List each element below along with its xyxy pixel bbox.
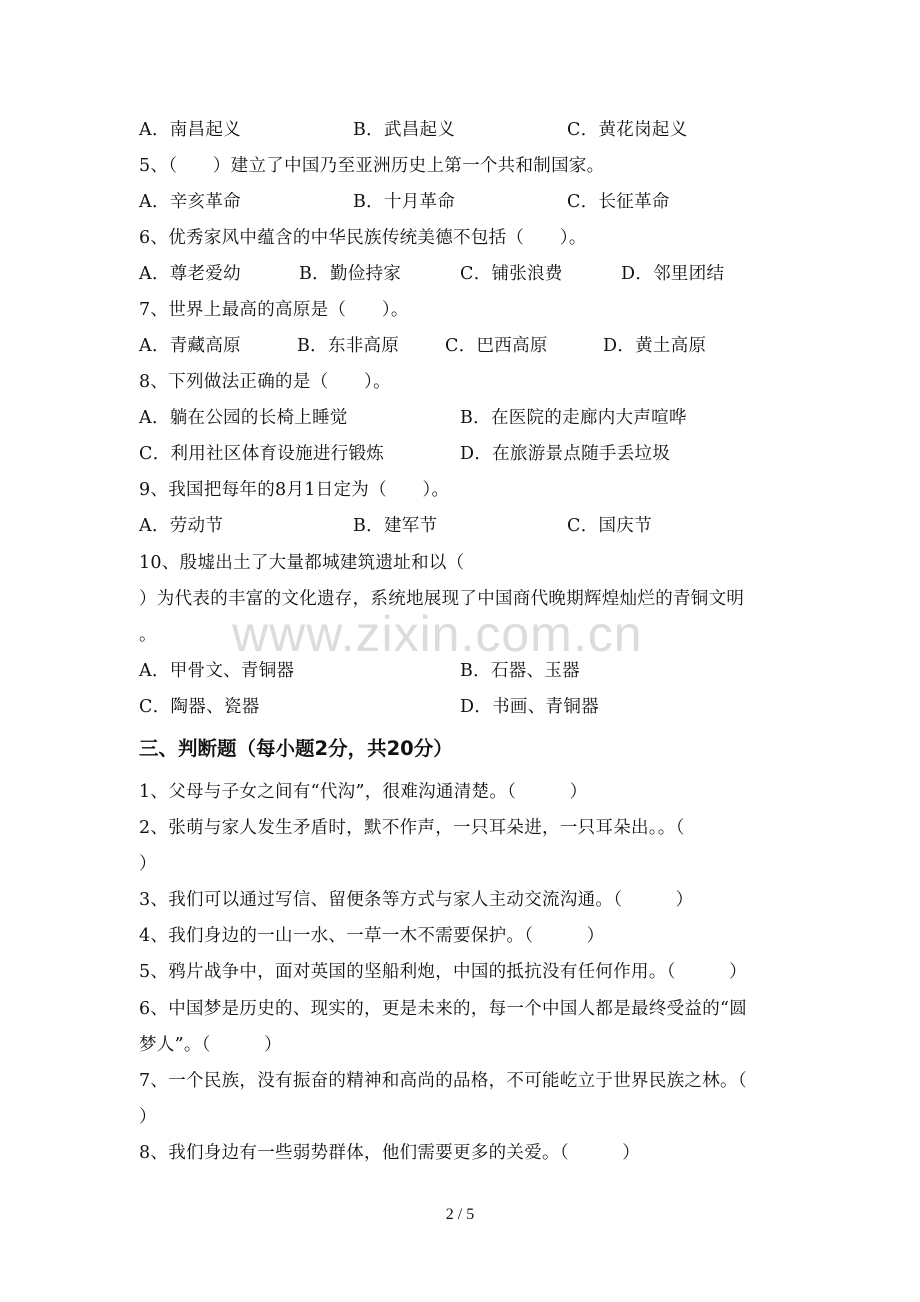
judgment-7-line-1: 7、一个民族，没有振奋的精神和高尚的品格，不可能屹立于世界民族之林。（ bbox=[139, 1071, 747, 1091]
q7-stem: 7、世界上最高的高原是（ ）。 bbox=[139, 300, 409, 320]
judgment-3: 3、我们可以通过写信、留便条等方式与家人主动交流沟通。（ ） bbox=[139, 890, 694, 910]
q6-option-a[interactable]: A．尊老爱幼 bbox=[139, 264, 241, 284]
judgment-7-line-2: ） bbox=[139, 1107, 157, 1127]
q5-option-a[interactable]: A．辛亥革命 bbox=[139, 192, 241, 212]
q9-option-c[interactable]: C．国庆节 bbox=[567, 516, 652, 536]
q8-option-d[interactable]: D．在旅游景点随手丢垃圾 bbox=[460, 444, 671, 464]
q10-stem-line-2: ）为代表的丰富的文化遗存，系统地展现了中国商代晚期辉煌灿烂的青铜文明 bbox=[139, 589, 745, 609]
q10-stem-line-1: 10、殷墟出土了大量都城建筑遗址和以（ bbox=[139, 553, 465, 573]
q6-option-d[interactable]: D．邻里团结 bbox=[621, 264, 725, 284]
q10-option-c[interactable]: C．陶器、瓷器 bbox=[139, 697, 260, 717]
q4-option-b[interactable]: B．武昌起义 bbox=[353, 120, 456, 140]
q9-option-a[interactable]: A．劳动节 bbox=[139, 516, 224, 536]
judgment-6-line-1: 6、中国梦是历史的、现实的，更是未来的，每一个中国人都是最终受益的“圆 bbox=[139, 999, 748, 1019]
judgment-6-line-2: 梦人”。（ ） bbox=[139, 1035, 282, 1055]
q10-option-a[interactable]: A．甲骨文、青铜器 bbox=[139, 661, 295, 681]
q7-option-c[interactable]: C．巴西高原 bbox=[445, 336, 548, 356]
q7-option-b[interactable]: B．东非高原 bbox=[297, 336, 400, 356]
q5-stem: 5、（ ）建立了中国乃至亚洲历史上第一个共和制国家。 bbox=[139, 156, 605, 176]
q10-option-b[interactable]: B．石器、玉器 bbox=[460, 661, 580, 681]
watermark: www.zixin.com.cn bbox=[232, 606, 643, 662]
q8-option-c[interactable]: C．利用社区体育设施进行锻炼 bbox=[139, 444, 385, 464]
q8-stem: 8、下列做法正确的是（ ）。 bbox=[139, 372, 391, 392]
q7-option-d[interactable]: D．黄土高原 bbox=[603, 336, 707, 356]
q8-option-b[interactable]: B．在医院的走廊内大声喧哗 bbox=[460, 408, 687, 428]
q6-stem: 6、优秀家风中蕴含的中华民族传统美德不包括（ ）。 bbox=[139, 228, 587, 248]
page-number: 2 / 5 bbox=[445, 1206, 475, 1223]
judgment-4: 4、我们身边的一山一水、一草一木不需要保护。（ ） bbox=[139, 926, 605, 946]
q9-stem: 9、我国把每年的8月1日定为（ ）。 bbox=[139, 480, 450, 500]
q4-option-a[interactable]: A．南昌起义 bbox=[139, 120, 241, 140]
judgment-2-line-2: ） bbox=[139, 854, 157, 874]
judgment-5: 5、鸦片战争中，面对英国的坚船利炮，中国的抵抗没有任何作用。（ ） bbox=[139, 962, 747, 982]
q8-option-a[interactable]: A．躺在公园的长椅上睡觉 bbox=[139, 408, 348, 428]
q10-stem-line-3: 。 bbox=[139, 625, 157, 645]
q6-option-b[interactable]: B．勤俭持家 bbox=[299, 264, 402, 284]
section-3-title: 三、判断题（每小题2分，共20分） bbox=[139, 737, 453, 760]
judgment-1: 1、父母与子女之间有“代沟”，很难沟通清楚。（ ） bbox=[139, 782, 588, 802]
judgment-8: 8、我们身边有一些弱势群体，他们需要更多的关爱。（ ） bbox=[139, 1143, 641, 1163]
q7-option-a[interactable]: A．青藏高原 bbox=[139, 336, 241, 356]
q6-option-c[interactable]: C．铺张浪费 bbox=[460, 264, 563, 284]
q4-option-c[interactable]: C．黄花岗起义 bbox=[567, 120, 688, 140]
q5-option-c[interactable]: C．长征革命 bbox=[567, 192, 670, 212]
judgment-2-line-1: 2、张萌与家人发生矛盾时，默不作声，一只耳朵进，一只耳朵出。。（ bbox=[139, 818, 685, 838]
q5-option-b[interactable]: B．十月革命 bbox=[353, 192, 456, 212]
q9-option-b[interactable]: B．建军节 bbox=[353, 516, 438, 536]
q10-option-d[interactable]: D．书画、青铜器 bbox=[460, 697, 599, 717]
